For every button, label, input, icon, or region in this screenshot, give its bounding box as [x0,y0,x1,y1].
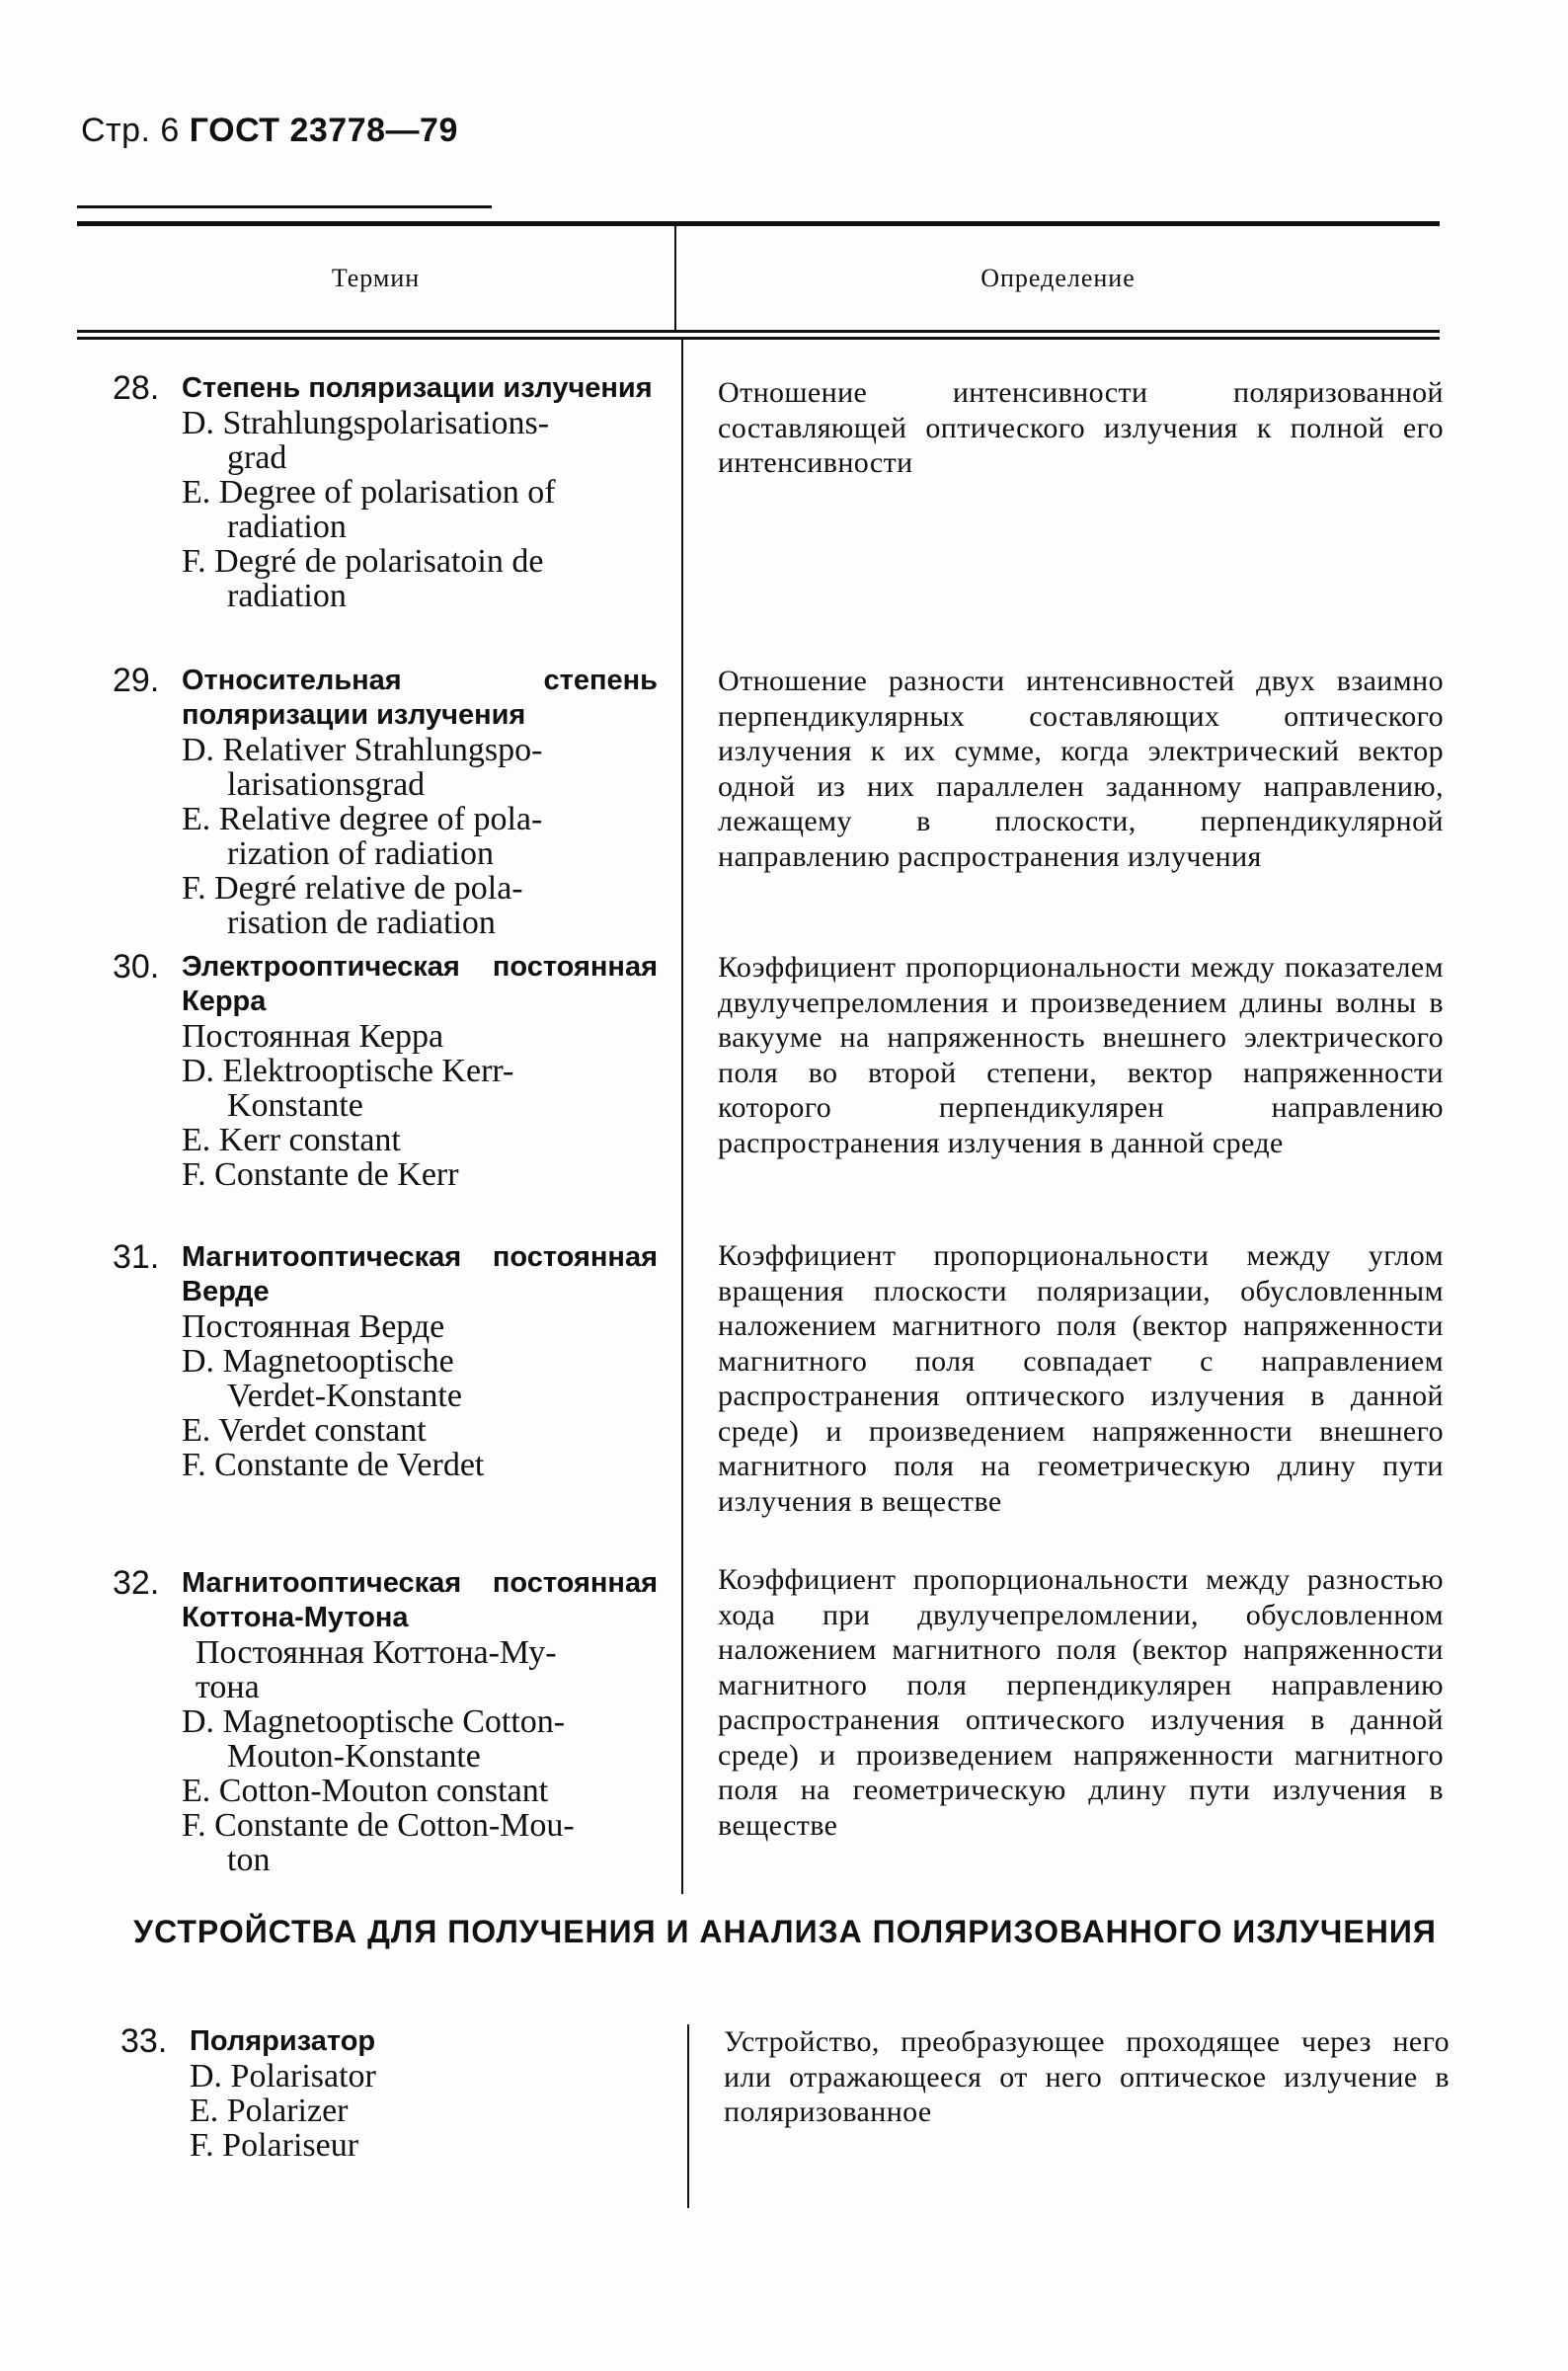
term-entry-28 [113,369,658,614]
column-divider [681,340,683,1894]
term-german: D. Magnetooptische Cotton- [182,1703,566,1740]
definition-29: Отношение разности интенсивностей двух взаимно перпендикулярных составляющих оптического излучения к их сумме, когда электрический вектор одной из них параллелен заданному направлению, лежащему в плоскости, перпендикулярной направлению распространения излучения [718,665,1444,873]
term-entry-31 [113,1238,658,1483]
term-german: D. Relativer Strahlungspo- [182,732,543,768]
term-french-cont: risation de radiation [227,905,496,941]
term-short-ru: Постоянная Коттона-Му- [196,1634,557,1671]
term-number: 32. [113,1564,160,1602]
term-french-cont: radiation [227,578,347,614]
term-english: E. Verdet constant [182,1412,427,1449]
term-french: F. Polariseur [190,2127,359,2164]
term-german-cont: Konstante [227,1087,363,1124]
term-russian: Магнитооптическая постоянная Верде [182,1241,658,1307]
definition-31: Коэффициент пропорциональности между углом вращения плоскости поляризации, обусловленным наложением магнитного поля (вектор напряженности магнитного поля совпадает с направлением распространения оптического излучения в данной среде) и произведением напряженности внешнего магнитного поля на геометрическую длину пути излучения в веществе [718,1239,1444,1518]
term-french-cont: ton [227,1842,271,1878]
term-number: 31. [113,1238,160,1276]
definition-33: Устройство, преобразующее проходящее через него или отражающееся от него оптическое излучение в поляризованное [724,2025,1450,2128]
term-english: E. Kerr constant [182,1122,401,1158]
term-russian: Степень поляризации излучения [182,372,653,404]
term-russian: Магнитооптическая постоянная Коттона-Мутона [182,1567,658,1633]
term-number: 29. [113,662,160,699]
term-french: F. Constante de Cotton-Mou- [182,1807,575,1844]
term-entry-30 [113,948,658,1193]
term-german: D. Polarisator [190,2058,376,2094]
term-english-cont: rization of radiation [227,835,495,872]
table-top-rule [77,221,1440,226]
term-entry-33 [120,2022,666,2164]
definition-32: Коэффициент пропорциональности между разностью хода при двулучепреломлении, обусловленном наложением магнитного поля (вектор напряженности магнитного поля перпендикулярен направлению распространения оптического излучения в данной среде) и произведением напряженности магнитного поля на геометрическую длину пути излучения в веществе [718,1563,1444,1842]
term-english: E. Degree of polarisation of [182,474,556,511]
term-russian: Относительная степень поляризации излучения [182,665,658,731]
term-french: F. Degré relative de pola- [182,870,523,907]
term-short-ru: Постоянная Верде [182,1308,445,1345]
page-label: Стр. 6 [81,112,180,149]
term-german-cont: Mouton-Konstante [227,1738,481,1775]
table-head-rule [77,330,1440,333]
term-german-cont: larisationsgrad [227,766,426,803]
column-divider [687,2024,689,2208]
header-rule [77,205,492,208]
column-header-definition: Определение [980,264,1136,292]
term-entry-29 [113,662,658,941]
term-german-cont: grad [227,439,287,476]
standard-number: ГОСТ 23778—79 [189,112,458,149]
definition-28: Отношение интенсивности поляризованной составляющей оптического излучения к полной его интенсивности [718,376,1444,479]
term-russian: Поляризатор [190,2025,376,2057]
term-english: E. Relative degree of pola- [182,801,543,837]
page-header [81,111,458,150]
term-german-cont: Verdet-Konstante [227,1378,462,1414]
term-german: D. Magnetooptische [182,1343,454,1380]
term-short-ru-cont: тона [196,1669,260,1705]
term-entry-32 [113,1564,658,1878]
term-french: F. Constante de Kerr [182,1156,459,1193]
term-german: D. Elektrooptische Kerr- [182,1053,514,1089]
term-number: 33. [120,2022,168,2060]
section-title: УСТРОЙСТВА ДЛЯ ПОЛУЧЕНИЯ И АНАЛИЗА ПОЛЯРИЗОВАННОГО ИЗЛУЧЕНИЯ [133,1914,1437,1949]
term-number: 30. [113,948,160,986]
term-german: D. Strahlungspolarisations- [182,405,550,441]
term-short-ru: Постоянная Керра [182,1018,444,1055]
term-english: E. Polarizer [190,2093,349,2129]
column-header-term: Термин [331,264,421,292]
table-head-rule [77,337,1440,340]
definition-30: Коэффициент пропорциональности между показателем двулучепреломления и произведением длины волны в вакууме на напряженность внешнего электрического поля во второй степени, вектор напряженности которого перпендикулярен направлению распространения излучения в данной среде [718,951,1444,1159]
term-french: F. Constante de Verdet [182,1447,485,1483]
term-french: F. Degré de polarisatoin de [182,543,544,580]
term-russian: Электрооптическая постоянная Керра [182,951,658,1017]
term-number: 28. [113,369,160,407]
term-english: E. Cotton-Mouton constant [182,1773,549,1809]
term-english-cont: radiation [227,509,347,545]
